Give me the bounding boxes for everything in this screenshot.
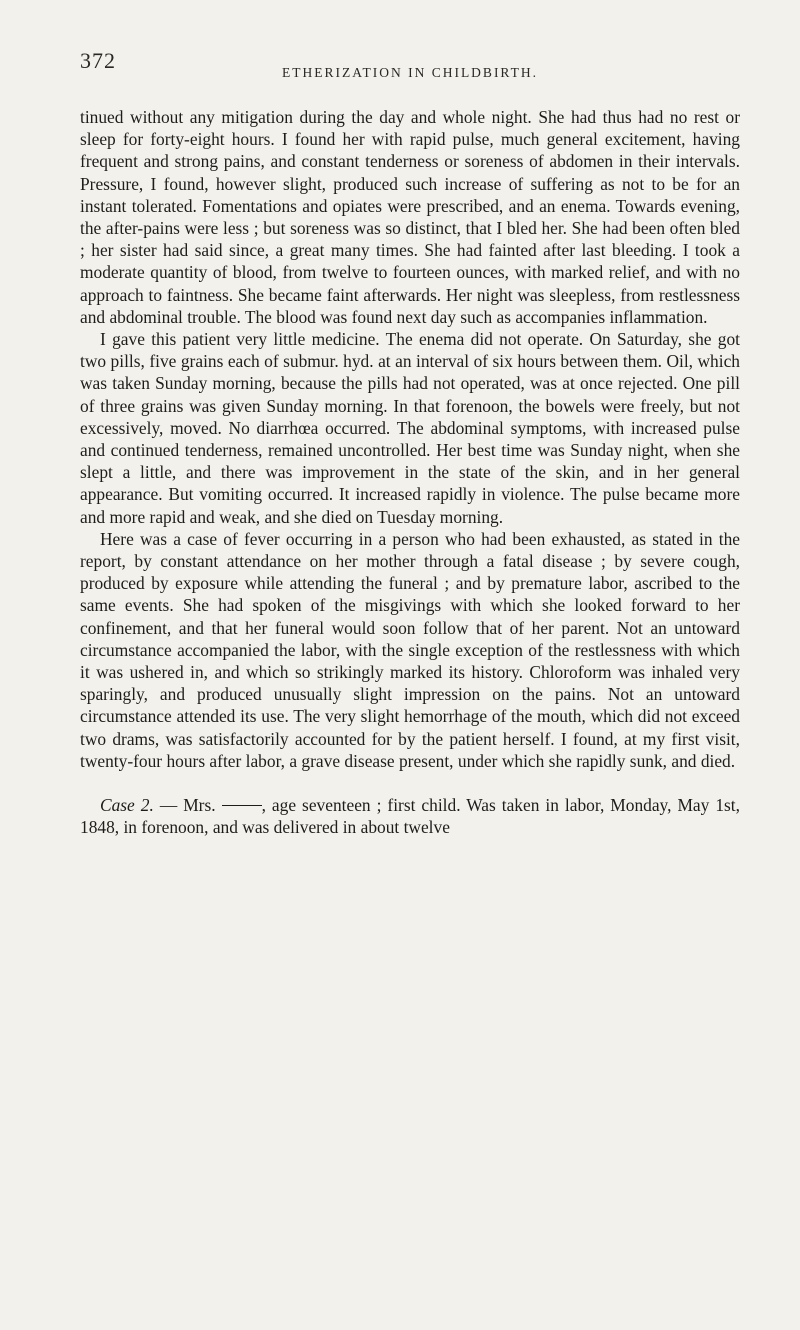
case-prefix: — Mrs. <box>153 795 222 816</box>
body-text <box>80 106 740 839</box>
page-number: 372 <box>80 48 116 73</box>
case-text: , age seventeen ; first child. Was taken in labor, Monday, May 1st, 1848, in forenoon, and was delivered in about twelve <box>80 795 740 838</box>
case-label: Case 2. <box>100 795 154 816</box>
page-header <box>80 48 740 84</box>
case-2-paragraph <box>80 794 740 838</box>
paragraph-continued: tinued without any mitigation during the day and whole night. She had thus had no rest or sleep for forty-eight hours. I found her with rapid pulse, much general excitement, having frequent and strong pains, and constant tenderness or soreness of abdomen in their intervals. Pressure, I found, however slight, produced such increase of suffering as not to be for an instant tolerated. Fomentations and opiates were prescribed, and an enema. Towards evening, the after-pains were less ; but soreness was so distinct, that I bled her. She had been often bled ; her sister had said since, a great many times. She had fainted after last bleeding. I took a moderate quantity of blood, from twelve to fourteen ounces, with marked relief, and with no approach to faintness. She became faint afterwards. Her night was sleepless, from restlessness and abdominal trouble. The blood was found next day such as accompanies inflammation. <box>80 107 740 327</box>
running-head: ETHERIZATION IN CHILDBIRTH. <box>281 65 539 80</box>
name-blank-dash <box>222 805 262 806</box>
paragraph-discussion: Here was a case of fever occurring in a person who had been exhausted, as stated in the report, by constant attendance on her mother through a fatal disease ; by severe cough, produced by exposure while attending the funeral ; and by premature labor, ascribed to the same events. She had spoken of the misgivings with which she looked forward to her confinement, and that her funeral would soon follow that of her parent. Not an untoward circumstance accompanied the labor, with the single exception of the restlessness with which it was ushered in, and which so strikingly marked its history. Chloroform was inhaled very sparingly, and produced unusually slight impression on the pains. Not an untoward circumstance attended its use. The very slight hemorrhage of the mouth, which did not exceed two drams, was satisfactorily accounted for by the patient herself. I found, at my first visit, twenty-four hours after labor, a grave disease present, under which she rapidly sunk, and died. <box>80 528 740 771</box>
paragraph-treatment: I gave this patient very little medicine. The enema did not operate. On Saturday, she got two pills, five grains each of submur. hyd. at an interval of six hours between them. Oil, which was taken Sunday morning, because the pills had not operated, was at once rejected. One pill of three grains was given Sunday morning. In that forenoon, the bowels were freely, but not excessively, moved. No diarrhœa occurred. The abdominal symptoms, with increased pulse and continued tenderness, remained uncontrolled. Her best time was Sunday night, when she slept a little, and there was improvement in the state of the skin, and in her general appearance. But vomiting occurred. It increased rapidly in violence. The pulse became more and more rapid and weak, and she died on Tuesday morning. <box>80 329 740 527</box>
